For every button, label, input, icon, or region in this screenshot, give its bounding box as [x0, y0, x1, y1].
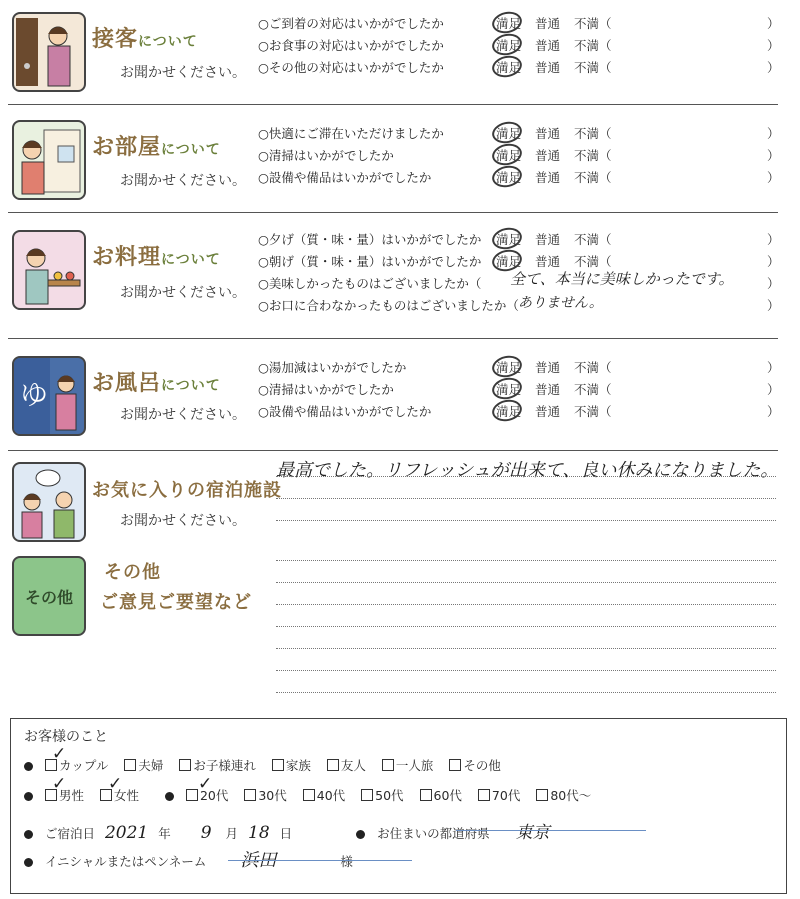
chat-people-icon	[14, 464, 84, 540]
bath-q1: ○湯加減はいかがでしたか	[258, 360, 407, 375]
other-badge	[12, 556, 86, 636]
answer-line	[276, 604, 776, 605]
opt-unsatisfied[interactable]: 不満（	[574, 148, 612, 163]
section-bath	[0, 342, 780, 448]
staff-door-icon	[14, 14, 84, 90]
close-paren: ）	[767, 404, 780, 419]
opt-normal[interactable]: 普通	[535, 360, 561, 375]
room-title	[92, 130, 221, 161]
opt-satisfied[interactable]: 満足	[496, 126, 522, 141]
checkbox[interactable]	[124, 759, 136, 771]
stay-year[interactable]: 2021	[104, 823, 149, 843]
opt-normal[interactable]: 普通	[535, 254, 561, 269]
close-paren: ）	[767, 360, 780, 375]
check-mark-icon: ✓	[198, 774, 213, 794]
opt-normal[interactable]: 普通	[535, 404, 561, 419]
gender-male: 男性	[58, 788, 84, 803]
meal-title	[92, 240, 221, 271]
close-paren: ）	[767, 254, 780, 269]
separator	[8, 212, 778, 213]
check-mark-icon: ✓	[108, 774, 123, 794]
checkbox[interactable]	[303, 789, 315, 801]
bath-illustration	[12, 356, 86, 436]
bullet-icon	[24, 858, 33, 867]
answer-line	[276, 670, 776, 671]
answer-line	[276, 692, 776, 693]
room-title-suffix: について	[161, 142, 221, 158]
year-label: 年	[158, 826, 171, 841]
answer-line	[276, 648, 776, 649]
favorite-sub: お聞かせください。	[120, 513, 246, 529]
opt-unsatisfied[interactable]: 不満（	[574, 60, 612, 75]
pref-label: お住まいの都道府県	[377, 826, 490, 841]
opt-unsatisfied[interactable]: 不満（	[574, 16, 612, 31]
other-title-line1: その他	[104, 562, 161, 583]
close-paren: ）	[767, 298, 780, 313]
other-title-line2: ご意見ご要望など	[100, 592, 252, 613]
meal-bad-answer[interactable]: ありません。	[518, 295, 603, 311]
checkbox[interactable]	[536, 789, 548, 801]
room-q3: ○設備や備品はいかがでしたか	[258, 170, 432, 185]
checkbox[interactable]	[382, 759, 394, 771]
age-70s: 70代	[491, 788, 521, 803]
bullet-icon	[24, 792, 33, 801]
close-paren: ）	[767, 382, 780, 397]
meal-q1: ○夕げ（質・味・量）はいかがでしたか	[258, 232, 482, 247]
meal-illustration	[12, 230, 86, 310]
section-other	[0, 548, 780, 708]
close-paren: ）	[767, 38, 780, 53]
checkbox[interactable]	[361, 789, 373, 801]
opt-satisfied[interactable]: 満足	[496, 38, 522, 53]
group-family: 家族	[285, 758, 311, 773]
bullet-icon	[24, 830, 33, 839]
bath-q3: ○設備や備品はいかがでしたか	[258, 404, 432, 419]
age-80s: 80代〜	[550, 788, 592, 803]
group-friends: 友人	[340, 758, 366, 773]
checkbox[interactable]	[186, 789, 198, 801]
group-couple: カップル	[58, 758, 109, 773]
answer-line	[276, 476, 776, 477]
service-q1: ○ご到着の対応はいかがでしたか	[258, 16, 444, 31]
name-value[interactable]: 浜田	[240, 850, 277, 871]
opt-satisfied[interactable]: 満足	[496, 148, 522, 163]
close-paren: ）	[767, 16, 780, 31]
opt-satisfied[interactable]: 満足	[496, 16, 522, 31]
meal-title-suffix: について	[161, 252, 221, 268]
group-other: その他	[463, 758, 501, 773]
other-badge-label: その他	[24, 587, 73, 607]
meal-tray-icon	[14, 232, 84, 308]
close-paren: ）	[767, 276, 780, 291]
customer-heading: お客様のこと	[24, 729, 108, 745]
name-suffix: 様	[340, 854, 353, 869]
age-50s: 50代	[375, 788, 404, 803]
opt-unsatisfied[interactable]: 不満（	[574, 360, 612, 375]
section-favorite	[0, 454, 780, 544]
meal-q3: ○美味しかったものはございましたか（	[258, 276, 482, 291]
favorite-illustration	[12, 462, 86, 542]
answer-line	[276, 626, 776, 627]
age-40s: 40代	[316, 788, 346, 803]
bullet-icon	[356, 830, 365, 839]
bath-sub: お聞かせください。	[120, 407, 246, 423]
bath-title-main: お風呂	[92, 370, 162, 396]
gender-female: 女性	[113, 788, 139, 803]
section-room	[0, 108, 780, 208]
separator	[8, 104, 778, 105]
opt-satisfied[interactable]: 満足	[496, 170, 522, 185]
opt-satisfied[interactable]: 満足	[496, 404, 522, 419]
answer-line	[276, 582, 776, 583]
section-service	[0, 0, 780, 104]
age-60s: 60代	[433, 788, 462, 803]
group-kids: お子様連れ	[193, 758, 256, 773]
service-title	[92, 22, 198, 53]
close-paren: ）	[767, 232, 780, 247]
favorite-answer[interactable]: 最高でした。リフレッシュが出来て、良い休みになりました。	[276, 460, 779, 481]
checkbox[interactable]	[449, 759, 461, 771]
day-label: 日	[279, 826, 293, 841]
opt-unsatisfied[interactable]: 不満（	[574, 126, 612, 141]
checkbox[interactable]	[244, 789, 256, 801]
opt-satisfied[interactable]: 満足	[496, 60, 522, 75]
answer-line	[276, 520, 776, 521]
bullet-icon	[24, 762, 33, 771]
room-q2: ○清掃はいかがでしたか	[258, 148, 394, 163]
close-paren: ）	[767, 60, 780, 75]
close-paren: ）	[767, 148, 780, 163]
name-label: イニシャルまたはペンネーム	[44, 854, 207, 869]
opt-unsatisfied[interactable]: 不満（	[574, 382, 612, 397]
meal-q2: ○朝げ（質・味・量）はいかがでしたか	[258, 254, 482, 269]
favorite-title: お気に入りの宿泊施設	[92, 480, 282, 501]
checkbox[interactable]	[272, 759, 284, 771]
check-mark-icon: ✓	[52, 744, 67, 764]
close-paren: ）	[767, 126, 780, 141]
service-sub: お聞かせください。	[120, 65, 246, 81]
meal-title-main: お料理	[92, 244, 162, 270]
opt-normal[interactable]: 普通	[535, 126, 561, 141]
bath-title	[92, 366, 221, 397]
room-title-main: お部屋	[92, 134, 162, 160]
opt-unsatisfied[interactable]: 不満（	[574, 404, 612, 419]
group-married: 夫婦	[138, 758, 164, 773]
group-row	[24, 756, 513, 774]
opt-normal[interactable]: 普通	[535, 38, 561, 53]
answer-line	[276, 498, 776, 499]
checkbox[interactable]	[327, 759, 339, 771]
name-row	[24, 846, 353, 872]
meal-tasty-answer[interactable]: 全て、本当に美味しかったです。	[510, 270, 734, 288]
opt-satisfied[interactable]: 満足	[496, 382, 522, 397]
close-paren: ）	[767, 170, 780, 185]
pref-value[interactable]: 東京	[515, 823, 550, 843]
meal-sub: お聞かせください。	[120, 285, 246, 301]
checkbox[interactable]	[478, 789, 490, 801]
opt-normal[interactable]: 普通	[535, 232, 561, 247]
group-solo: 一人旅	[395, 758, 434, 773]
service-title-main: 接客	[92, 26, 139, 52]
pref-underline	[456, 830, 646, 831]
name-underline	[228, 860, 412, 861]
stay-label: ご宿泊日	[44, 826, 95, 841]
checkbox[interactable]	[179, 759, 191, 771]
opt-satisfied[interactable]: 満足	[496, 360, 522, 375]
opt-normal[interactable]: 普通	[535, 16, 561, 31]
service-q3: ○その他の対応はいかがでしたか	[258, 60, 444, 75]
bath-title-suffix: について	[161, 378, 221, 394]
opt-unsatisfied[interactable]: 不満（	[574, 170, 612, 185]
room-sub: お聞かせください。	[120, 173, 246, 189]
month-label: 月	[225, 826, 239, 841]
stay-day[interactable]: 18	[248, 823, 270, 843]
age-20s: 20代	[199, 788, 229, 803]
bath-noren-icon	[14, 358, 84, 434]
meal-q4: ○お口に合わなかったものはございましたか（	[258, 298, 519, 313]
room-q1: ○快適にご滞在いただけましたか	[258, 126, 444, 141]
opt-normal[interactable]: 普通	[535, 170, 561, 185]
staff-door-illustration	[12, 12, 86, 92]
bath-q2: ○清掃はいかがでしたか	[258, 382, 394, 397]
checkbox[interactable]	[420, 789, 432, 801]
separator	[8, 338, 778, 339]
opt-unsatisfied[interactable]: 不満（	[574, 38, 612, 53]
check-mark-icon: ✓	[52, 774, 67, 794]
service-q2: ○お食事の対応はいかがでしたか	[258, 38, 444, 53]
room-illustration	[12, 120, 86, 200]
bath-icon-char: ゆ	[20, 378, 49, 411]
service-title-suffix: について	[138, 34, 198, 50]
opt-satisfied[interactable]: 満足	[496, 232, 522, 247]
opt-unsatisfied[interactable]: 不満（	[574, 232, 612, 247]
answer-line	[276, 560, 776, 561]
room-house-icon	[14, 122, 84, 198]
opt-normal[interactable]: 普通	[535, 60, 561, 75]
separator	[8, 450, 778, 451]
age-30s: 30代	[258, 788, 287, 803]
opt-normal[interactable]: 普通	[535, 382, 561, 397]
section-meal	[0, 216, 780, 336]
opt-unsatisfied[interactable]: 不満（	[574, 254, 612, 269]
opt-normal[interactable]: 普通	[535, 148, 561, 163]
bullet-icon	[165, 792, 174, 801]
stay-month[interactable]: 9	[200, 823, 212, 843]
opt-satisfied[interactable]: 満足	[496, 254, 522, 269]
